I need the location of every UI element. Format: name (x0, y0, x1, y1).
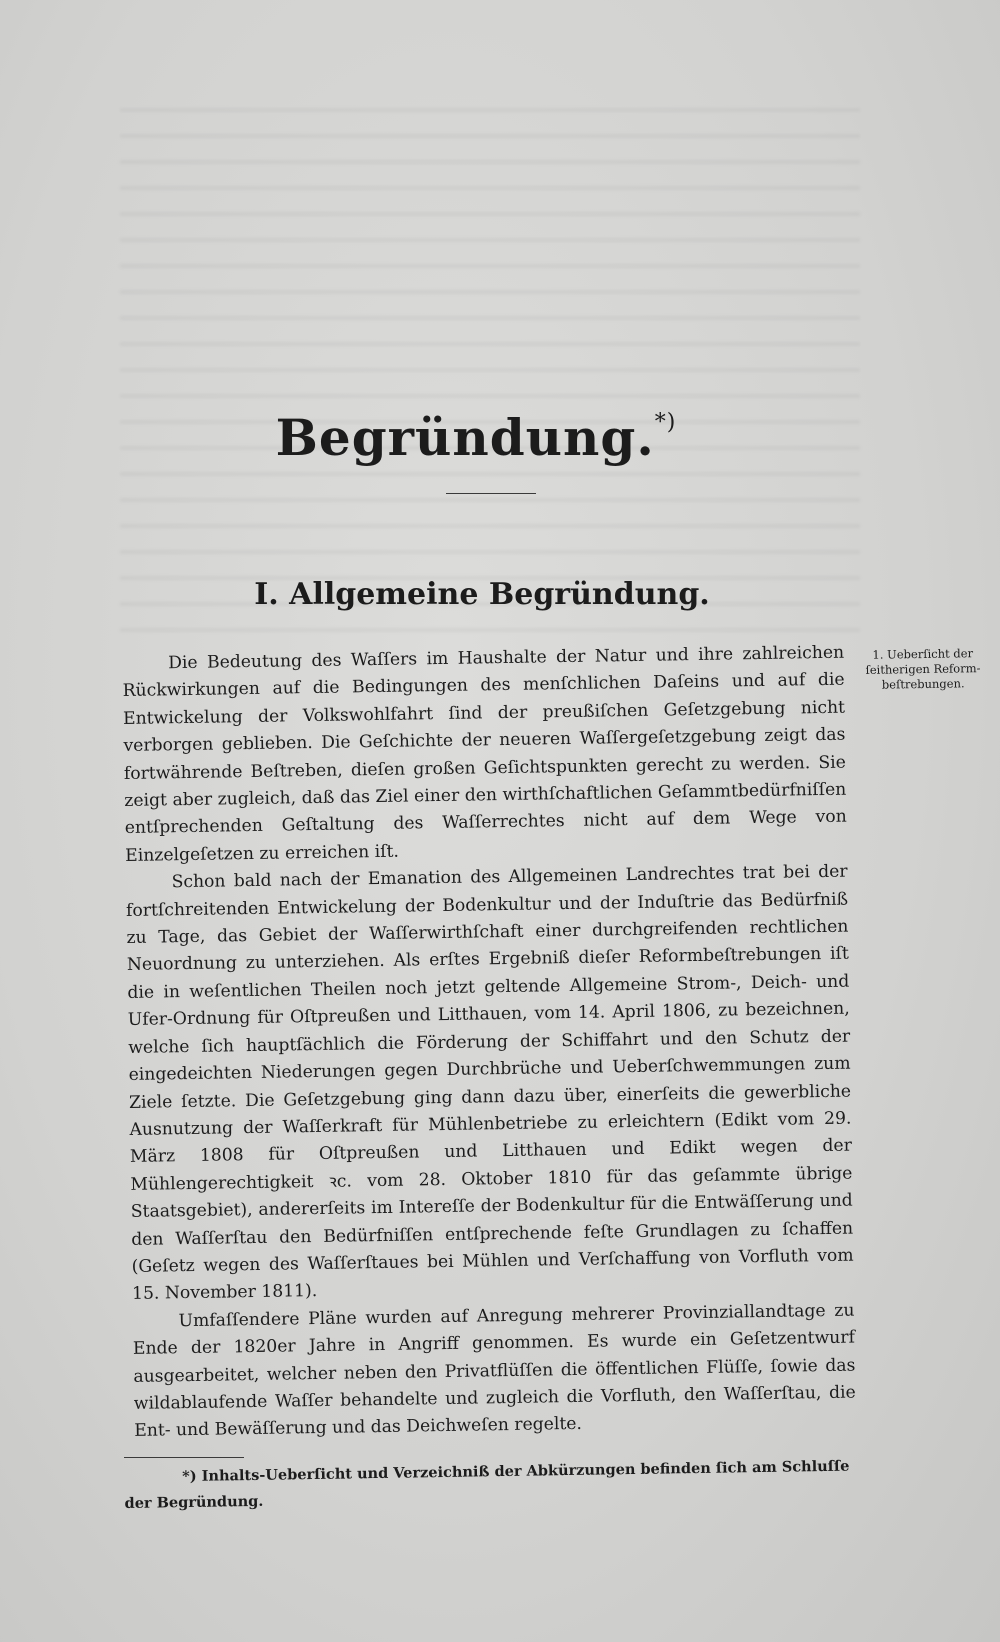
footnote-divider (124, 1457, 244, 1458)
paragraph: Die Bedeutung des Waſſers im Haushalte der Natur und ihre zahlreichen Rückwirkungen auf die Bedingungen des menſchlichen Daſeins und auf die Entwickelung der Volkswohlfahrt ſind der preußiſchen Geſetzgebung nicht verborgen geblieben. Die Geſchichte der neueren Waſſergeſetzgebung zeigt das fortwährende Beſtreben, dieſen großen Geſichtspunkten gerecht zu werden. Sie zeigt aber zugleich, daß das Ziel einer den wirthſchaftlichen Geſammtbedürfniſſen entſprechenden Geſtaltung des Waſſerrechtes nicht auf dem Wege von Einzelgeſetzen zu erreichen iſt. (122, 642, 847, 866)
margin-note: 1. Ueberſicht der ſeitherigen Reform-beſtrebungen. (865, 646, 981, 692)
page-title (0, 408, 976, 467)
body-text (122, 640, 856, 1446)
bleed-through-texture (120, 90, 860, 650)
paragraph: Umfaſſendere Pläne wurden auf Anregung mehrerer Provinziallandtage zu Ende der 1820er Jahre in Angriff genommen. Es wurde ein Geſetzentwurf ausgearbeitet, welcher neben den Privatflüſſen die öffentlichen Flüſſe, ſowie das wildablaufende Waſſer behandelte und zugleich die Vorfluth, den Waſſerſtau, die Ent- und Bewäſſerung und das Deichweſen regelte. (132, 1300, 856, 1442)
paragraph: Schon bald nach der Emanation des Allgemeinen Landrechtes trat bei der fortſchreitenden Entwickelung der Bodenkultur und der Induſtrie das Bedürfniß zu Tage, das Gebiet der Waſſerwirthſchaft einer durchgreifenden rechtlichen Neuordnung zu unterziehen. Als erſtes Ergebniß dieſer Reformbeſtrebungen iſt die in weſentlichen Theilen noch jetzt geltende Allgemeine Strom-, Deich- und Ufer-Ordnung für Oſtpreußen und Litthauen, vom 14. April 1806, zu bezeichnen, welche ſich hauptſächlich die Förderung der Schiffahrt und den Schutz der eingedeichten Niederungen gegen Durchbrüche und Ueberſchwemmungen zum Ziele ſetzte. Die Geſetzgebung ging dann dazu über, einerſeits die gewerbliche Ausnutzung der Waſſerkraft für Mühlenbetriebe zu erleichtern (Edikt vom 29. März 1808 für Oſtpreußen und Litthauen und Edikt wegen der Mühlengerechtigkeit ꝛc. vom 28. Oktober 1810 für das geſammte übrige Staatsgebiet), andererſeits im Intereſſe der Bodenkultur für die Entwäſſerung und den Waſſerſtau den Bedürfniſſen entſprechende feſte Grundlagen zu ſchaffen (Geſetz wegen des Waſſerſtaues bei Mühlen und Verſchaffung von Vorfluth vom 15. November 1811). (125, 861, 854, 1305)
footnote: *) Inhalts-Ueberſicht und Verzeichniß der Abkürzungen befinden ſich am Schluſſe der Begründung. (124, 1457, 850, 1512)
page-title-text: Begründung. (275, 408, 655, 467)
footnote-marker: *) (654, 410, 677, 435)
title-divider (446, 493, 536, 494)
section-heading: I. Allgemeine Begründung. (254, 577, 710, 612)
